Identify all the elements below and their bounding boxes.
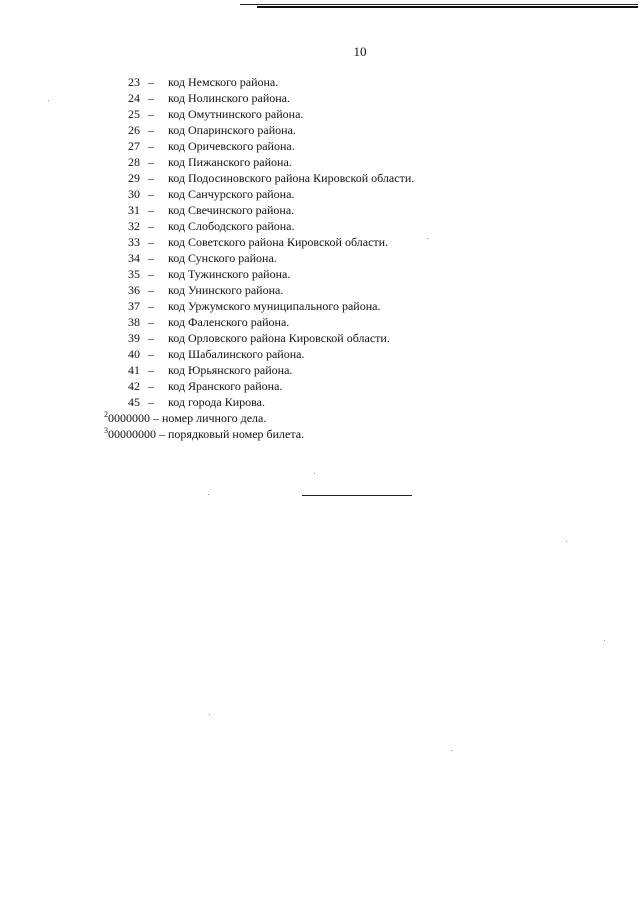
district-code-number: 31 [128, 203, 140, 217]
dash-separator: – [148, 267, 154, 281]
district-code-number: 36 [128, 283, 140, 297]
district-code-number: 24 [128, 91, 140, 105]
district-code-description: код Сунского района. [168, 251, 277, 265]
dash-separator: – [148, 363, 154, 377]
scan-speck [208, 494, 209, 495]
scan-speck [314, 473, 315, 474]
district-code-number: 37 [128, 299, 140, 313]
scan-speck [604, 640, 605, 641]
dash-separator: – [148, 283, 154, 297]
dash-separator: – [148, 187, 154, 201]
district-code-number: 41 [128, 363, 140, 377]
dash-separator: – [148, 395, 154, 409]
district-code-description: код Уржумского муниципального района. [168, 299, 381, 313]
footnote-ticket-number [104, 426, 304, 442]
list-item [0, 154, 640, 170]
district-code-number: 25 [128, 107, 140, 121]
list-item [0, 170, 640, 186]
list-item [0, 330, 640, 346]
district-code-description: код Немского района. [168, 75, 279, 89]
dash-separator: – [148, 235, 154, 249]
district-code-description: код Оричевского района. [168, 139, 295, 153]
dash-separator: – [148, 123, 154, 137]
district-code-number: 30 [128, 187, 140, 201]
footnote-mark: 3 [104, 426, 108, 435]
dash-separator: – [148, 91, 154, 105]
district-code-number: 45 [128, 395, 140, 409]
list-item [0, 218, 640, 234]
district-code-description: код Унинского района. [168, 283, 284, 297]
list-item [0, 298, 640, 314]
district-code-description: код Омутнинского района. [168, 107, 304, 121]
district-code-number: 26 [128, 123, 140, 137]
district-code-description: код Советского района Кировской области. [168, 235, 389, 249]
scan-speck [48, 100, 49, 101]
list-item [0, 106, 640, 122]
list-item [0, 138, 640, 154]
district-code-description: код Слободского района. [168, 219, 295, 233]
district-code-description: код Нолинского района. [168, 91, 290, 105]
dash-separator: – [148, 139, 154, 153]
footnote-text: 00000000 – порядковый номер билета. [108, 427, 305, 441]
district-code-number: 27 [128, 139, 140, 153]
district-code-description: код Фаленского района. [168, 315, 290, 329]
district-code-description: код Шабалинского района. [168, 347, 305, 361]
footnotes [104, 410, 304, 442]
district-code-number: 42 [128, 379, 140, 393]
district-code-description: код Свечинского района. [168, 203, 295, 217]
district-code-number: 34 [128, 251, 140, 265]
district-code-number: 40 [128, 347, 140, 361]
district-code-description: код Орловского района Кировской области. [168, 331, 390, 345]
list-item [0, 394, 640, 410]
list-item [0, 362, 640, 378]
district-code-description: код города Кирова. [168, 395, 265, 409]
dash-separator: – [148, 299, 154, 313]
scan-speck [566, 541, 567, 542]
district-code-number: 23 [128, 75, 140, 89]
list-item [0, 122, 640, 138]
dash-separator: – [148, 251, 154, 265]
header-rule-thin [240, 4, 638, 5]
scan-speck [209, 714, 210, 715]
list-item [0, 186, 640, 202]
district-code-description: код Санчурского района. [168, 187, 295, 201]
footnote-mark: 2 [104, 410, 108, 419]
district-code-description: код Подосиновского района Кировской области. [168, 171, 415, 185]
page-number: 10 [353, 44, 367, 59]
district-code-description: код Опаринского района. [168, 123, 296, 137]
district-code-description: код Пижанского района. [168, 155, 292, 169]
list-item [0, 314, 640, 330]
dash-separator: – [148, 107, 154, 121]
list-item [0, 346, 640, 362]
footnote-personal-file [104, 410, 304, 426]
district-code-number: 32 [128, 219, 140, 233]
footnote-text: 0000000 – номер личного дела. [108, 411, 267, 425]
dash-separator: – [148, 315, 154, 329]
scan-speck [427, 238, 428, 239]
district-code-description: код Юрьянского района. [168, 363, 293, 377]
district-code-list [0, 74, 640, 410]
dash-separator: – [148, 379, 154, 393]
end-of-document-rule [302, 495, 412, 496]
list-item [0, 250, 640, 266]
district-code-number: 29 [128, 171, 140, 185]
list-item [0, 282, 640, 298]
list-item [0, 74, 640, 90]
district-code-number: 38 [128, 315, 140, 329]
dash-separator: – [148, 347, 154, 361]
list-item [0, 234, 640, 250]
dash-separator: – [148, 155, 154, 169]
dash-separator: – [148, 219, 154, 233]
district-code-number: 35 [128, 267, 140, 281]
district-code-description: код Яранского района. [168, 379, 283, 393]
district-code-number: 39 [128, 331, 140, 345]
header-rule-thick [257, 6, 638, 8]
dash-separator: – [148, 75, 154, 89]
district-code-number: 28 [128, 155, 140, 169]
scan-speck [451, 750, 452, 751]
district-code-number: 33 [128, 235, 140, 249]
dash-separator: – [148, 171, 154, 185]
dash-separator: – [148, 203, 154, 217]
list-item [0, 266, 640, 282]
list-item [0, 378, 640, 394]
dash-separator: – [148, 331, 154, 345]
list-item [0, 202, 640, 218]
district-code-description: код Тужинского района. [168, 267, 291, 281]
list-item [0, 90, 640, 106]
